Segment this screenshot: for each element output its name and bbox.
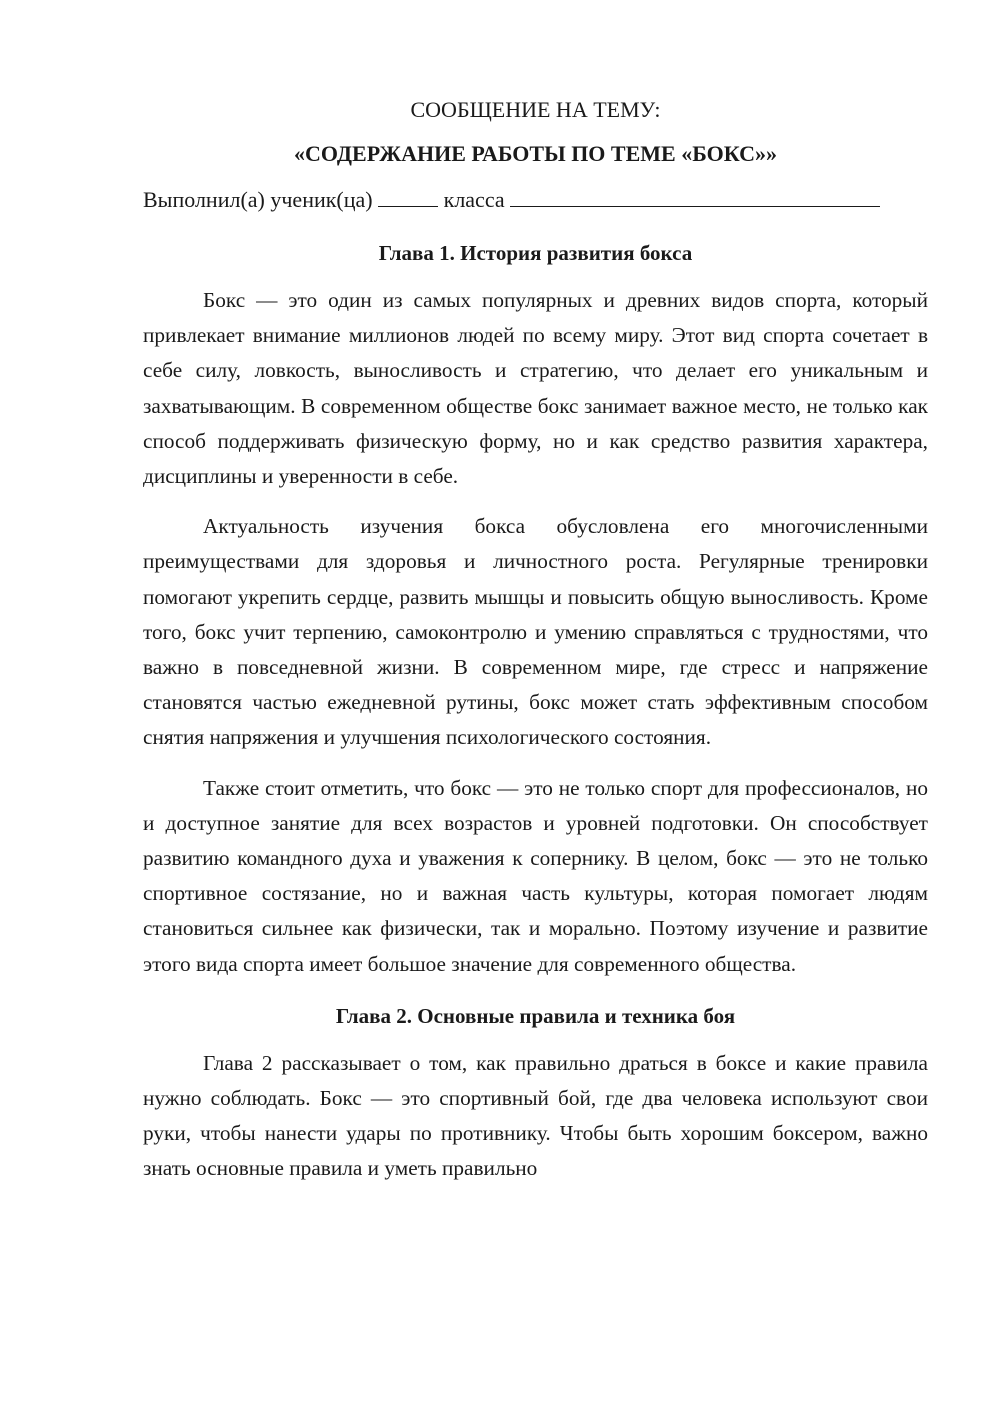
author-class-label: класса [443, 187, 505, 212]
chapter-1-paragraph-1: Бокс — это один из самых популярных и древних видов спорта, который привлекает внимание миллионов людей по всему миру. Этот вид спорта сочетает в себе силу, ловкость, выносливость и стратегию, что делает его уникальным и захватывающим. В современном обществе бокс занимает важное место, не только как способ поддерживать физическую форму, но и как средство развития характера, дисциплины и уверенности в себе. [143, 288, 928, 489]
chapter-2-heading: Глава 2. Основные правила и техника боя [335, 1003, 736, 1028]
grade-blank[interactable] [378, 186, 438, 207]
chapter-2-paragraph-1: Глава 2 рассказывает о том, как правильно драться в боксе и какие правила нужно соблюдать. Бокс — это спортивный бой, где два человека используют свои руки, чтобы нанести удары по противнику. Чтобы быть хорошим боксером, важно знать основные правила и уметь правильно [143, 1050, 928, 1181]
chapter-1-paragraph-2: Актуальность изучения бокса обусловлена его многочисленными преимуществами для здоровья и личностного роста. Регулярные тренировки помогают укрепить сердце, развить мышцы и повысить общую выносливость. Кроме того, бокс учит терпению, самоконтролю и умению справляться с трудностями, что важно в повседневной жизни. В современном мире, где стресс и напряжение становятся частью ежедневной рутины, бокс может стать эффективным способом снятия напряжения и улучшения психологического состояния. [143, 514, 928, 750]
chapter-1-heading: Глава 1. История развития бокса [378, 241, 693, 265]
name-blank[interactable] [510, 186, 880, 207]
document-title-line-1: СООБЩЕНИЕ НА ТЕМУ: [410, 97, 661, 122]
author-prefix: Выполнил(а) ученик(ца) [143, 187, 373, 212]
document-title-line-2: «СОДЕРЖАНИЕ РАБОТЫ ПО ТЕМЕ «БОКС»» [293, 141, 778, 166]
document-page [143, 96, 928, 1187]
chapter-1-paragraph-3: Также стоит отметить, что бокс — это не только спорт для профессионалов, но и доступное занятие для всех возрастов и уровней подготовки. Он способствует развитию командного духа и уважения к сопернику. В целом, бокс — это не только спортивное состязание, но и важная часть культуры, которая помогает людям становиться сильнее как физически, так и морально. Поэтому изучение и развитие этого вида спорта имеет большое значение для современного общества. [143, 775, 928, 976]
author-line [143, 186, 928, 214]
